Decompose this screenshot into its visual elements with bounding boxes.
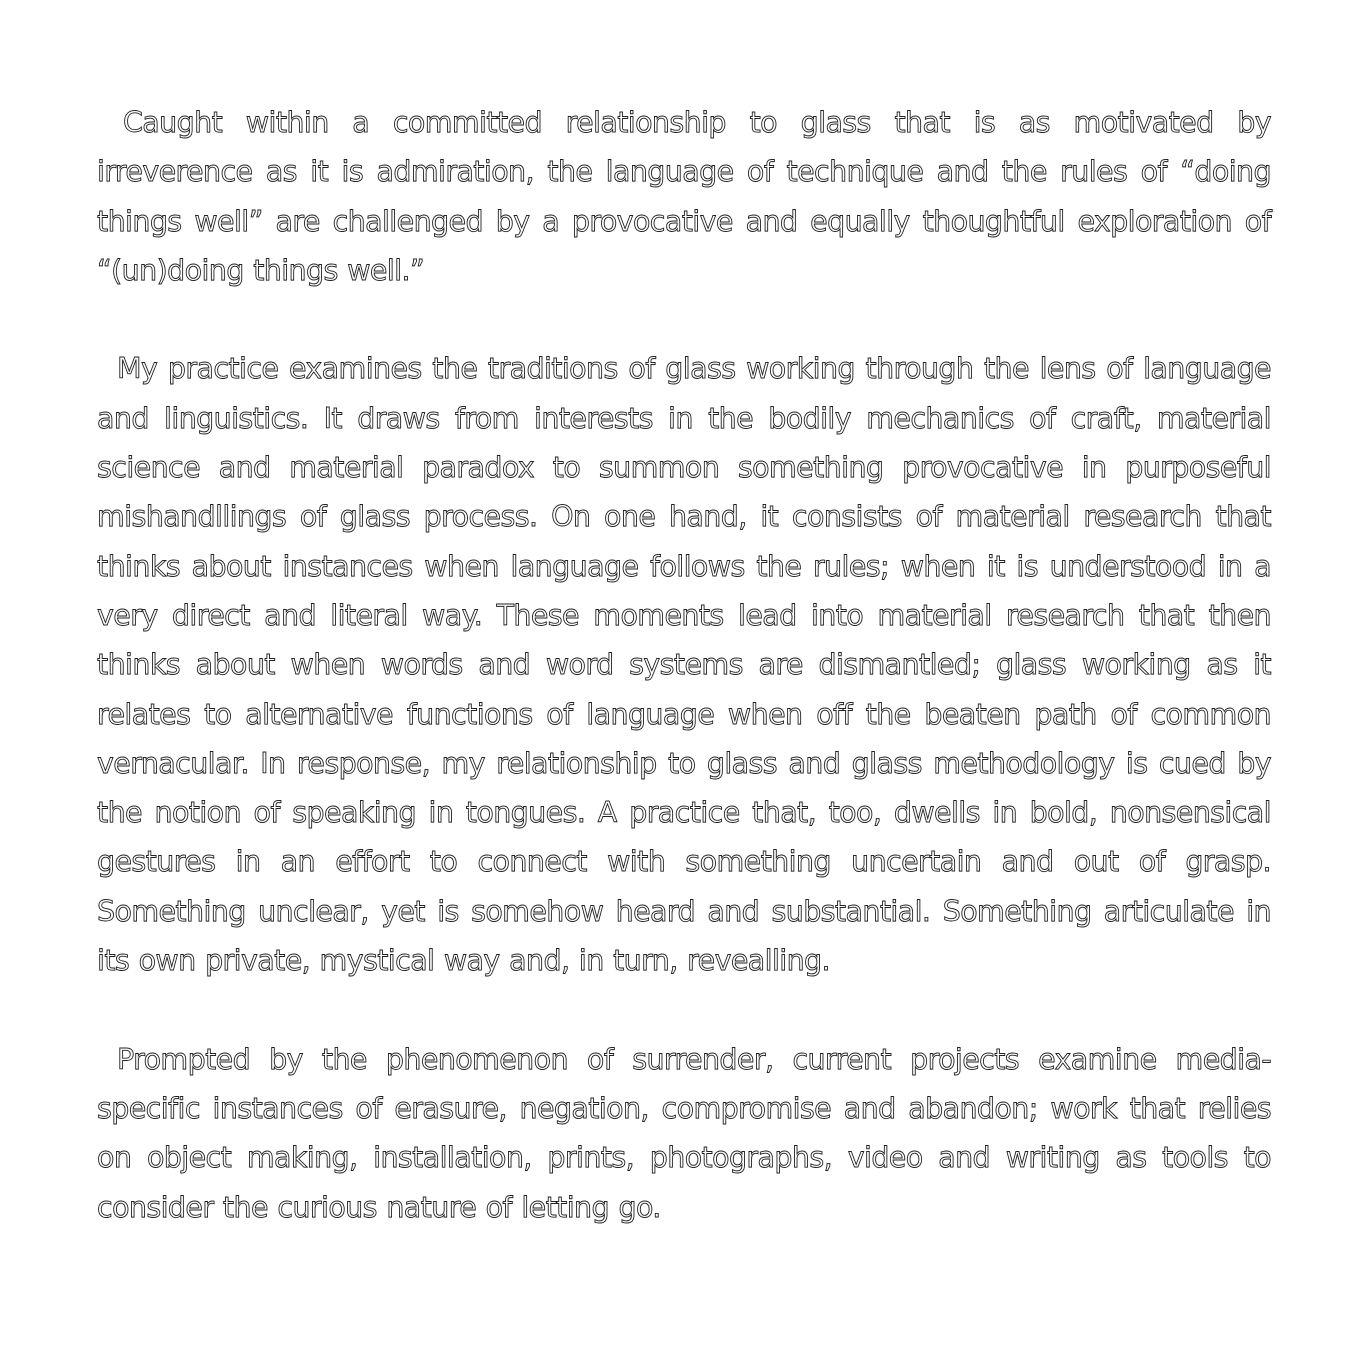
paragraph-projects: Prompted by the phenomenon of surrender, current projects examine media-specific instances of erasure, negation, compromise and abandon; work that relies on object making, installation, prints, photographs, video and writing as tools to consider the curious nature of letting go. xyxy=(97,1042,1271,1224)
statement-document xyxy=(97,98,1271,1232)
paragraph-practice: My practice examines the traditions of glass working through the lens of language and linguistics. It draws from interests in the bodily mechanics of craft, material science and material paradox to summon something provocative in purposeful mishandllings of glass process. On one hand, it consists of material research that thinks about instances when language follows the rules; when it is understood in a very direct and literal way. These moments lead into material research that then thinks about when words and word systems are dismantled; glass working as it relates to alternative functions of language when off the beaten path of common vernacular. In response, my relationship to glass and glass methodology is cued by the notion of speaking in tongues. A practice that, too, dwells in bold, nonsensical gestures in an effort to connect with something uncertain and out of grasp. Something unclear, yet is somehow heard and substantial. Something articulate in its own private, mystical way and, in turn, revealling. xyxy=(97,352,1271,978)
paragraph-intro: Caught within a committed relationship to glass that is as motivated by irreverence as it is admiration, the language of technique and the rules of “doing things well” are challenged by a provocative and equally thoughtful exploration of “(un)doing things well.” xyxy=(97,106,1271,287)
